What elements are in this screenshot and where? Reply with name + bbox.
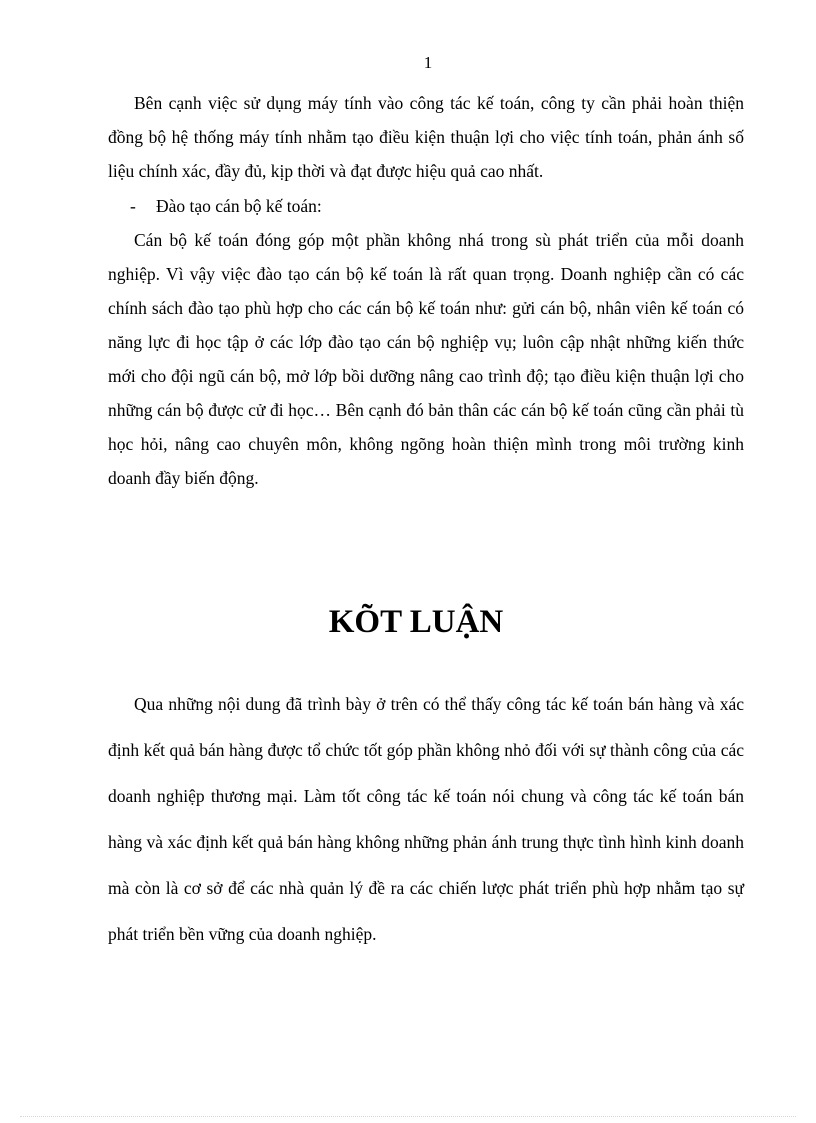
training-paragraph: Cán bộ kế toán đóng góp một phần không nhá trong sù phát triển của mỗi doanh nghiệp. Vì vậy việc đào tạo cán bộ kế toán là rất quan trọng. Doanh nghiệp cần có các chính sách đào tạo phù hợp cho các cán bộ kế toán như: gửi cán bộ, nhân viên kế toán có năng lực đi học tập ở các lớp đào tạo cán bộ nghiệp vụ; luôn cập nhật những kiến thức mới cho đội ngũ cán bộ, mở lớp bồi dưỡng nâng cao trình độ; tạo điều kiện thuận lợi cho những cán bộ được cử đi học… Bên cạnh đó bản thân các cán bộ kế toán cũng cần phải tù học hỏi, nâng cao chuyên môn, không ngõng hoàn thiện mình trong môi trường kinh doanh đầy biến động. (108, 230, 744, 488)
bullet-label: Đào tạo cán bộ kế toán: (156, 196, 322, 216)
intro-section (108, 86, 744, 188)
page-bottom-rule (20, 1116, 796, 1117)
page-number: 1 (423, 53, 433, 72)
bullet-dash: - (130, 196, 136, 216)
training-bullet (130, 189, 322, 223)
conclusion-paragraph: Qua những nội dung đã trình bày ở trên có thể thấy công tác kế toán bán hàng và xác định kết quả bán hàng được tổ chức tốt góp phần không nhỏ đối với sự thành công của các doanh nghiệp thương mại. Làm tốt công tác kế toán nói chung và công tác kế toán bán hàng và xác định kết quả bán hàng không những phản ánh trung thực tình hình kinh doanh mà còn là cơ sở để các nhà quản lý đề ra các chiến lược phát triển phù hợp nhằm tạo sự phát triển bền vững của doanh nghiệp. (108, 694, 744, 944)
conclusion-heading: KÕT LUẬN (328, 604, 504, 640)
intro-paragraph: Bên cạnh việc sử dụng máy tính vào công tác kế toán, công ty cần phải hoàn thiện đồng bộ hệ thống máy tính nhằm tạo điều kiện thuận lợi cho việc tính toán, phản ánh số liệu chính xác, đầy đủ, kịp thời và đạt được hiệu quả cao nhất. (108, 93, 744, 181)
training-section (108, 223, 744, 495)
conclusion-section (108, 681, 744, 957)
